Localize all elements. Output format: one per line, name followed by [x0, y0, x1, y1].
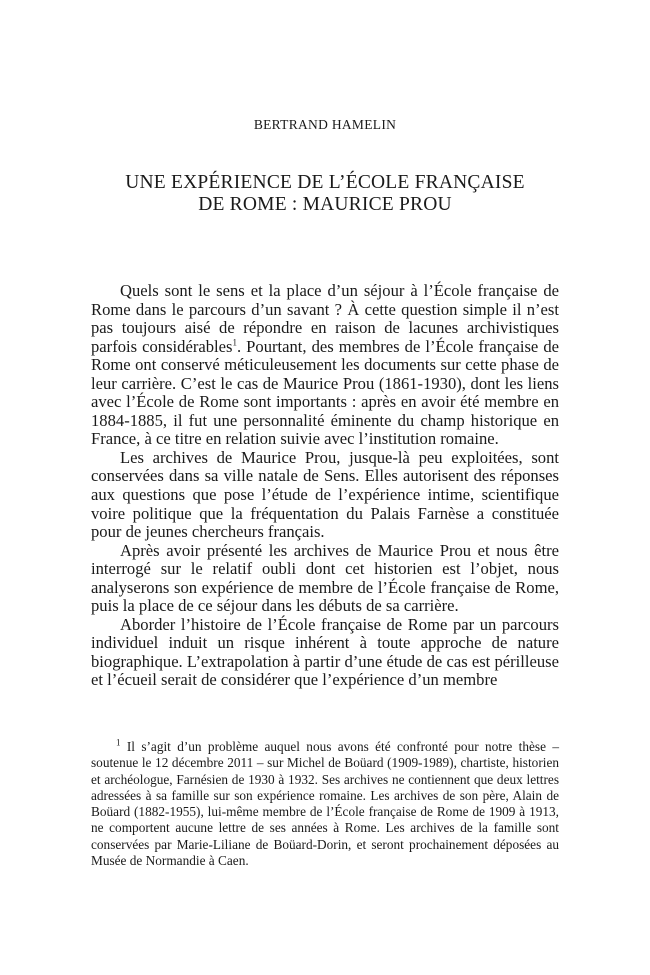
- running-header-author: BERTRAND HAMELIN: [253, 117, 397, 132]
- article-title-line-2: DE ROME : MAURICE PROU: [198, 194, 452, 215]
- paragraph-1-text-start: Quels sont le sens et la place d’un séjour à l’École française de Rome dans le parcours d’un savant ? À cette question simple il n’est pas toujours aisé de répondre en raison de lacunes archivistiques parfois considérables: [91, 281, 559, 356]
- paragraph-1-text-end: . Pourtant, des membres de l’École française de Rome ont conservé méticuleusement les documents sur cette phase de leur carrière. C’est le cas de Maurice Prou (1861-1930), dont les liens avec l’École de Rome sont importants : après en avoir été membre en 1884-1885, il fut une personnalité éminente du champ historique en France, à ce titre en relation suivie avec l’institution romaine.: [91, 336, 559, 449]
- footnote-number: 1: [116, 737, 121, 748]
- footnote-1: [91, 739, 559, 869]
- article-title-line-1: UNE EXPÉRIENCE DE L’ÉCOLE FRANÇAISE: [125, 172, 525, 193]
- body-paragraph-2: Les archives de Maurice Prou, jusque-là peu exploitées, sont conservées dans sa ville natale de Sens. Elles autorisent des réponses aux questions que pose l’étude de l’expérience intime, scientifique voire politique que la fréquentation du Palais Farnèse a constituée pour de jeunes chercheurs français.: [91, 447, 559, 542]
- article-body: [91, 282, 559, 690]
- footnote-text: Il s’agit d’un problème auquel nous avons été confronté pour notre thèse – soutenue le 12 décembre 2011 – sur Michel de Boüard (1909-1989), chartiste, historien et archéologue, Farnésien de 1930 à 1932. Ses archives ne contiennent que deux lettres adressées à sa famille sur son expérience romaine. Les archives de son père, Alain de Boüard (1882-1955), lui-même membre de l’École française de Rome de 1909 à 1913, ne comportent aucune lettre de ses années à Rome. Les archives de la famille sont conservées par Marie-Liliane de Boüard-Dorin, et seront prochainement déposées au Musée de Normandie à Caen.: [91, 739, 559, 869]
- footnotes-section: [91, 739, 559, 869]
- body-paragraph-4: Aborder l’histoire de l’École française de Rome par un parcours individuel induit un risque inhérent à toute approche de nature biographique. L’extrapolation à partir d’une étude de cas est périlleuse et l’écueil serait de considérer que l’expérience d’un membre: [91, 614, 559, 690]
- body-paragraph-1: [91, 282, 559, 449]
- footnote-reference-1: 1: [232, 337, 237, 348]
- body-paragraph-3: Après avoir présenté les archives de Maurice Prou et nous être interrogé sur le relatif oubli dont cet historien est l’objet, nous analyserons son expérience de membre de l’École française de Rome, puis la place de ce séjour dans les débuts de sa carrière.: [91, 540, 559, 616]
- article-title: [0, 172, 650, 216]
